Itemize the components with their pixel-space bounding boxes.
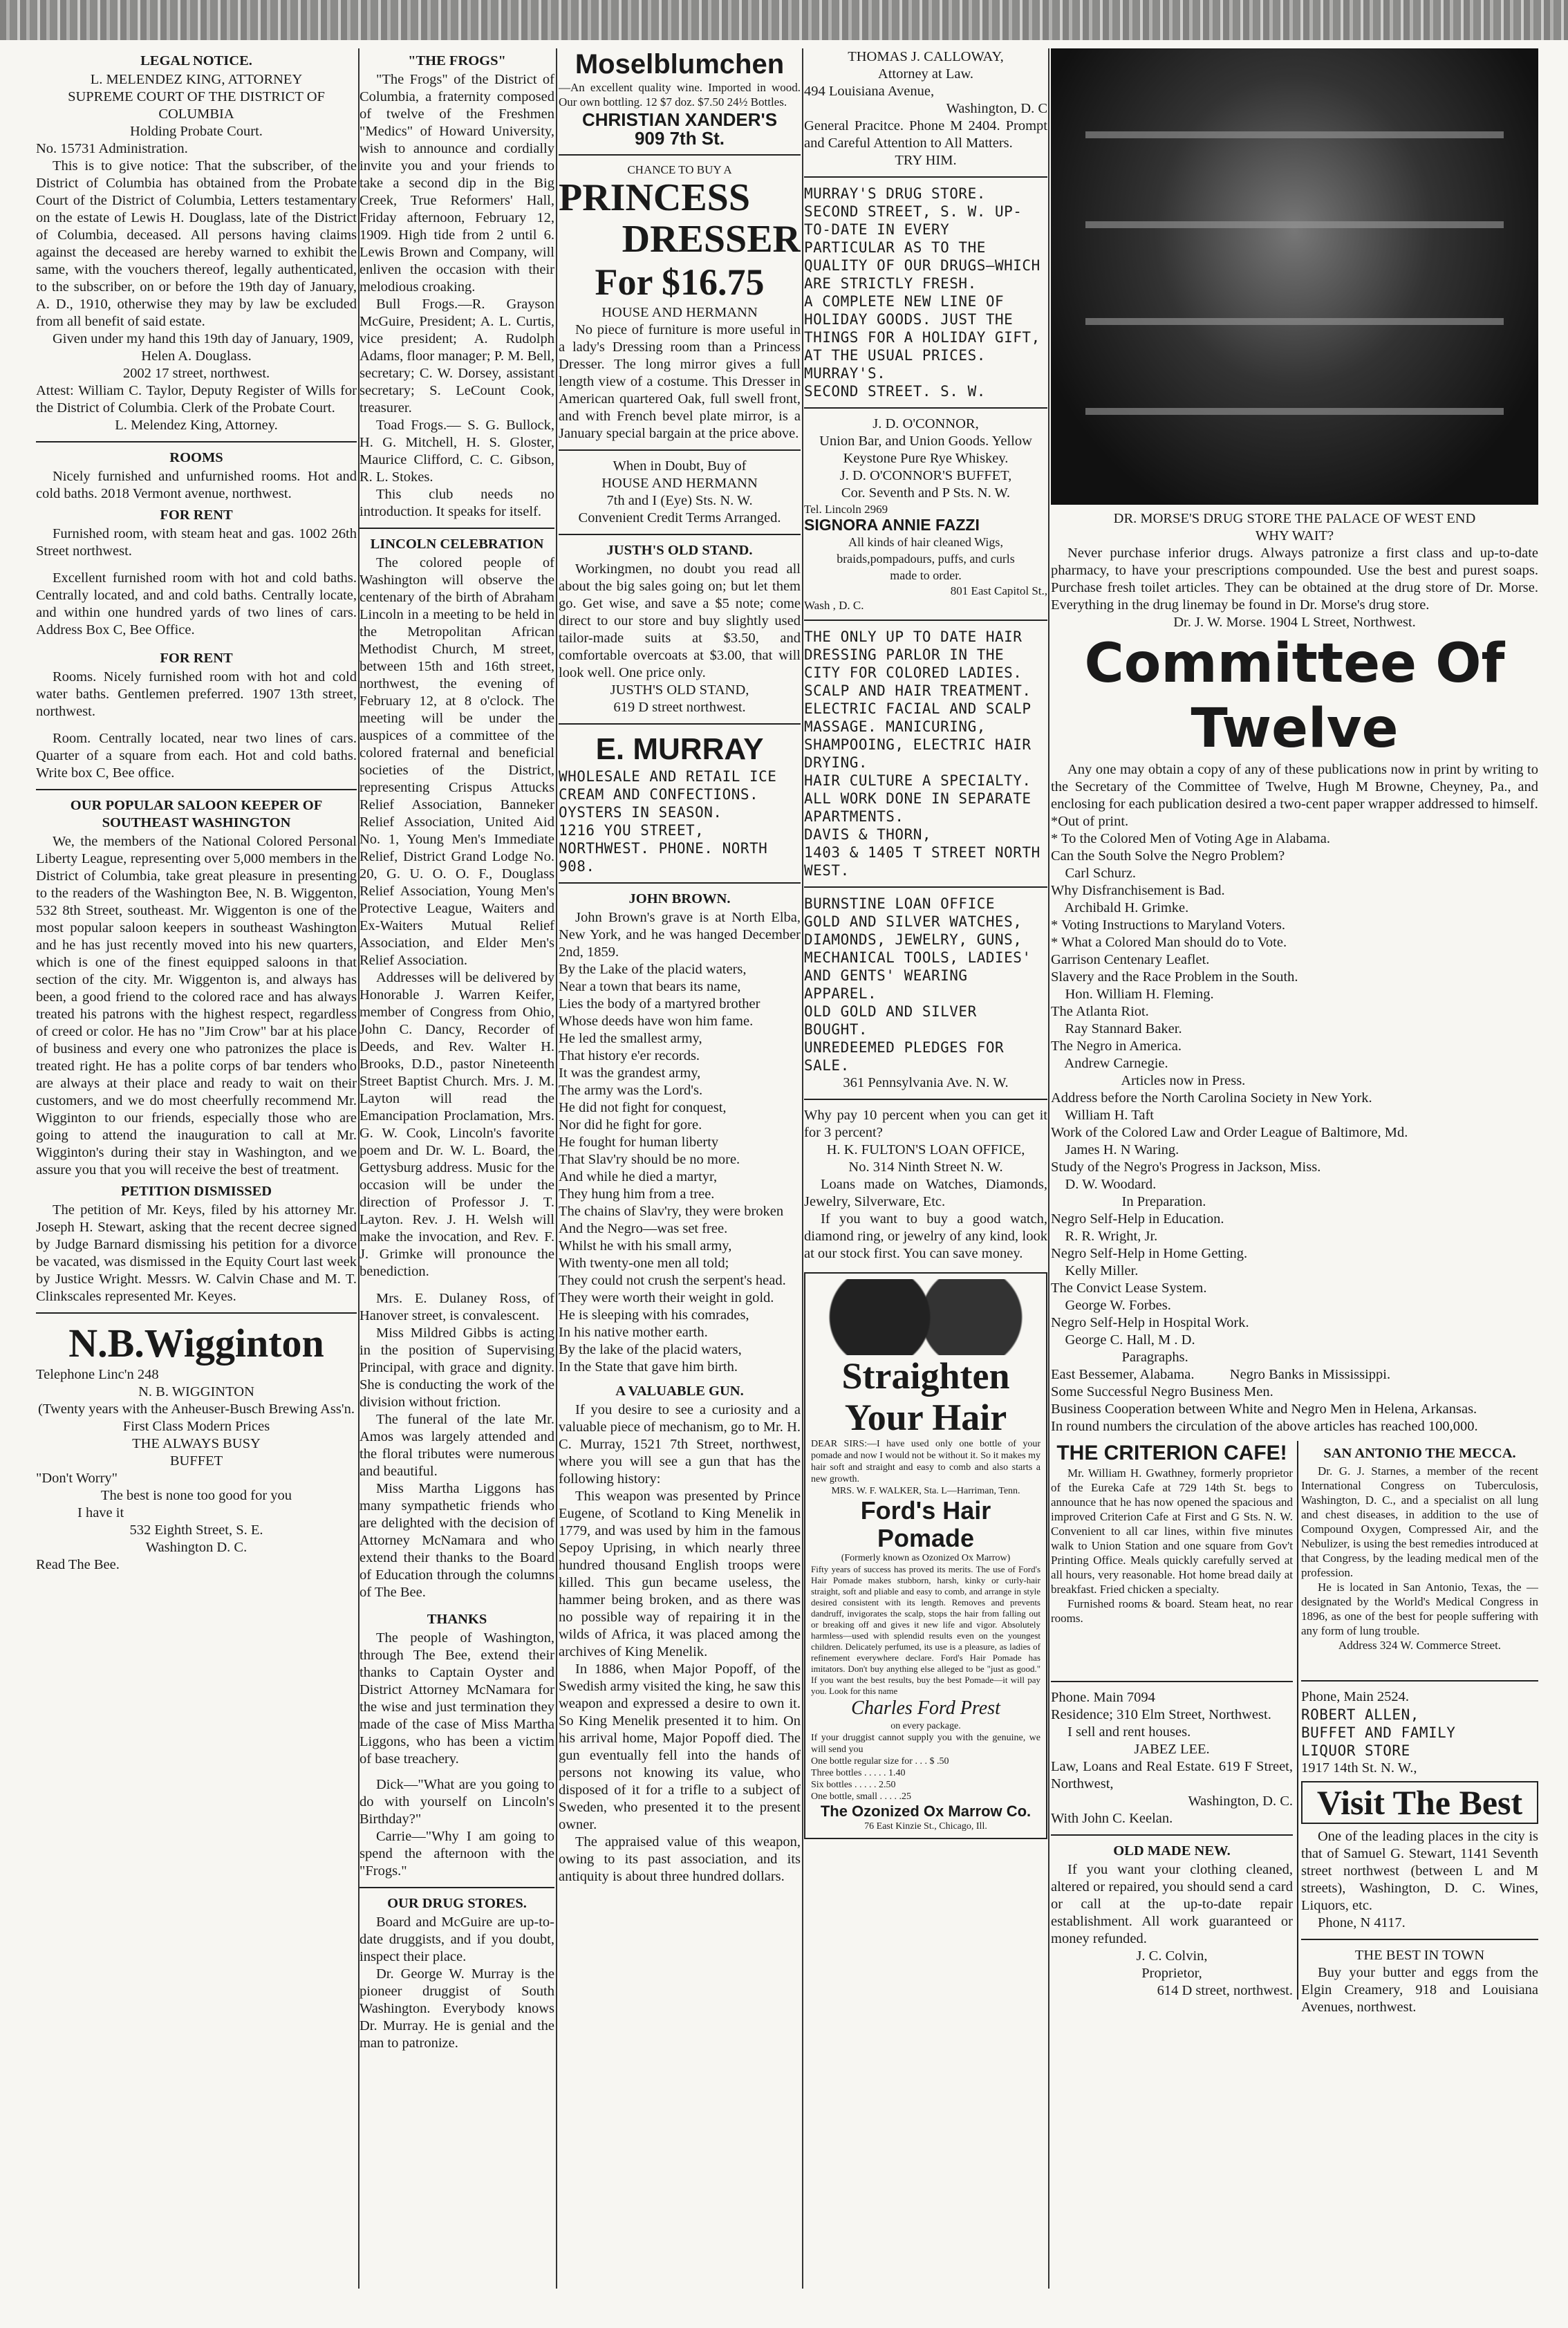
divider bbox=[804, 886, 1047, 888]
lee-residence: Residence; 310 Elm Street, Northwest. bbox=[1051, 1707, 1271, 1722]
doubt-line: HOUSE AND HERMANN bbox=[601, 476, 758, 491]
for-rent-body: Excellent furnished room with hot and cold baths. Centrally located, and and cold baths. Centrally locate, and within one hundred yards of two lines of cars. Address Box C, Bee Office. bbox=[36, 570, 357, 637]
publication-item: Paragraphs. bbox=[1051, 1350, 1188, 1365]
store-name: HOUSE AND HERMANN bbox=[601, 305, 758, 320]
fazzi-address: 801 East Capitol St., bbox=[950, 584, 1047, 597]
for-rent-body: Rooms. Nicely furnished room with hot and cold water baths. Gentlemen preferred. 1907 13th street, northwest. bbox=[36, 669, 357, 719]
best-body: Buy your butter and eggs from the Elgin Creamery, 918 and Louisiana Avenues, northwest. bbox=[1301, 1965, 1538, 2015]
drug-store-photo bbox=[1051, 48, 1538, 505]
poem-line: With twenty-one men all told; bbox=[559, 1256, 729, 1271]
hair-illustration bbox=[811, 1279, 1040, 1355]
mecca-body: Dr. G. J. Starnes, a member of the recent International Congress on Tuberculosis, Washington, D. C., and a specialist on all lung and chest diseases, in addition to the use of Compound Oxygen, Compressed Air, and the Nebulizer, is using the best remedies introduced at that Congress, by the leading medical men of the profession. bbox=[1301, 1464, 1538, 1579]
fulton-address: No. 314 Ninth Street N. W. bbox=[848, 1160, 1003, 1175]
gun-body: If you desire to see a curiosity and a valuable piece of mechanism, go to Mr. H. C. Murray, 1521 7th Street, northwest, where you will see a gun that has the following history: bbox=[559, 1402, 801, 1487]
princess-body: No piece of furniture is more useful in a lady's Dressing room than a Princess Dresser. The long mirror gives a full length view of a costume. This Dresser in American quartered Oak, full swell front, and with French bevel plate mirror, is a January special bargain at the price above. bbox=[559, 322, 801, 441]
mecca-body: He is located in San Antonio, Texas, the — designated by the World's Medical Congress in 1896, as one of the best for people suffering with any form of lung trouble. bbox=[1301, 1581, 1538, 1637]
hair-prices bbox=[811, 1756, 1040, 1803]
publication-item: Archibald H. Grimke. bbox=[1051, 900, 1189, 915]
publication-item: East Bessemer, Alabama. Negro Banks in Mississippi. bbox=[1051, 1367, 1391, 1382]
frogs-title: "THE FROGS" bbox=[408, 53, 506, 68]
hair-testimonial: DEAR SIRS:—I have used only one bottle of your pomade and now I would not be without it. So it makes my hair soft and straight and easy to comb and also starts a new growth. bbox=[811, 1439, 1040, 1484]
divider bbox=[360, 1887, 554, 1888]
personal-item: Mrs. E. Dulaney Ross, of Hanover street, is convalescent. bbox=[360, 1291, 554, 1323]
thanks-dialogue: Dick—"What are you going to do with yourself on Lincoln's Birthday?" bbox=[360, 1777, 554, 1827]
murrays-body: SECOND STREET, S. W. UP-TO-DATE IN EVERY PARTICULAR AS TO THE QUALITY OF OUR DRUGS—WHICH ARE STRICTLY FRESH. bbox=[804, 203, 1040, 292]
poem-line: He is sleeping with his comrades, bbox=[559, 1307, 749, 1323]
price-line: Six bottles . . . . . 2.50 bbox=[811, 1780, 896, 1790]
price-line: One bottle, small . . . . .25 bbox=[811, 1791, 912, 1802]
calloway-line: 494 Louisiana Avenue, bbox=[804, 84, 935, 99]
hair-formerly: (Formerly known as Ozonized Ox Marrow) bbox=[841, 1553, 1011, 1563]
publication-item: Garrison Centenary Leaflet. bbox=[1051, 952, 1210, 967]
criterion-body: Mr. William H. Gwathney, formerly proprietor of the Eureka Cafe at 729 14th St. begs to announce that he has now opened the spacious and improved Criterion Cafe at First and G Sts. N. W. Convenient to all car lines, within five minutes walk to Union Station and one square from Gov't Printing Office. Meals quickly carefully served at all hours, very reasonable. Hot home bread daily at breakfast. Fried chicken a specialty. bbox=[1051, 1466, 1293, 1596]
gun-title: A VALUABLE GUN. bbox=[615, 1384, 744, 1399]
lee-city: Washington, D. C. bbox=[1188, 1794, 1293, 1809]
petition-title: PETITION DISMISSED bbox=[120, 1184, 272, 1199]
committee-title: Committee Of Twelve bbox=[1084, 633, 1505, 760]
wigginton-line: BUFFET bbox=[169, 1453, 223, 1469]
divider bbox=[360, 528, 554, 529]
committee-intro: Any one may obtain a copy of any of these publications now in print by writing to the Secretary of the Committee of Twelve, Hugh M Browne, Cheyney, Pa., and enclosing for each publication desired a two-cent paper wrapper addressed to himself. bbox=[1051, 762, 1538, 812]
petition-body: The petition of Mr. Keys, filed by his attorney Mr. Joseph H. Stewart, asking that the recent decree signed by Judge Barnard dismissing his petition for a divorce be vacated, was dismissed in the Equity Court last week by Justice Wright. Messrs. W. Calvin Chase and M. T. Clinkscales represented Mr. Keyes. bbox=[36, 1202, 357, 1304]
divider bbox=[559, 882, 801, 884]
allen-name: ROBERT ALLEN, bbox=[1301, 1706, 1419, 1723]
lee-name: JABEZ LEE. bbox=[1134, 1742, 1210, 1757]
allen-address: 1917 14th St. N. W., bbox=[1301, 1760, 1417, 1776]
wigginton-line: (Twenty years with the Anheuser-Busch Brewing Ass'n. bbox=[38, 1402, 355, 1417]
wigginton-line: The best is none too good for you bbox=[100, 1488, 292, 1503]
calloway-line: Washington, D. C bbox=[946, 101, 1047, 116]
frogs-toad: Toad Frogs.— S. G. Bullock, H. G. Mitchell, H. S. Gloster, Maurice Clifford, C. C. Gibson, R. L. Stokes. bbox=[360, 418, 554, 485]
poem-line: He led the smallest army, bbox=[559, 1031, 702, 1046]
hair-headline: Your Hair bbox=[844, 1397, 1007, 1438]
parlor-body: THE ONLY UP TO DATE HAIR DRESSING PARLOR IN THE CITY FOR COLORED LADIES. SCALP AND HAIR TREATMENT. ELECTRIC FACIAL AND SCALP MASSAGE. MANICURING, SHAMPOOING, ELECTRIC HAIR DRYING. bbox=[804, 628, 1032, 771]
oldmade-title: OLD MADE NEW. bbox=[1113, 1843, 1231, 1859]
publication-item: *Out of print. bbox=[1051, 814, 1129, 829]
drug-body: Board and McGuire are up-to-date druggists, and if you doubt, inspect their place. bbox=[360, 1915, 554, 1964]
legal-attorney: L. Melendez King, Attorney. bbox=[115, 418, 278, 433]
gun-body: In 1886, when Major Popoff, of the Swedish army visited the king, he saw this weapon and expressed a desire to own it. So King Menelik presented it to him. On his arrival home, Major Popoff died. The gun eventually fell into the hands of persons not knowing its value, who disposed of it for a trifle to a subject of Sweden, who presented it to the present owner. bbox=[559, 1661, 801, 1832]
murrays-sig: SECOND STREET. S. W. bbox=[804, 383, 986, 400]
drug-body: Dr. George W. Murray is the pioneer druggist of South Washington. Everybody knows Dr. Murray. He is genial and the man to patronize. bbox=[360, 1966, 554, 2051]
brown-poem bbox=[559, 961, 801, 1376]
publication-item: D. W. Woodard. bbox=[1051, 1177, 1157, 1192]
column-rule bbox=[556, 48, 557, 2289]
column-rule bbox=[1048, 48, 1049, 2289]
hair-price-intro: If your druggist cannot supply you with the genuine, we will send you bbox=[811, 1733, 1040, 1755]
murray-title: E. MURRAY bbox=[595, 732, 764, 766]
lower-ads bbox=[1051, 1441, 1538, 2015]
princess-word: PRINCESS bbox=[559, 176, 750, 219]
divider bbox=[1301, 1680, 1538, 1682]
divider bbox=[36, 789, 357, 790]
hair-pomade-ad bbox=[804, 1272, 1047, 1839]
morse-title: DR. MORSE'S DRUG STORE THE PALACE OF WEST END bbox=[1113, 511, 1476, 526]
lincoln-body: The colored people of Washington will observe the centenary of the birth of Abraham Lincoln in a meeting to be held in the Metropolitan African Methodist Church, M street, between 15th and 16th street, northwest, the evening of February 12, at 8 o'clock. The meeting will be under the auspices of a committee of the colored fraternal and beneficial societies of the District, representing Crispus Attucks Relief Association, Banneker Relief Association, United Aid No. 1, Young Men's Immediate Relief, District Grand Lodge No. 20, G. U. O. O. F., Douglass Relief Association, Young Men's Protective League, Waiters and Ex-Waiters Mutual Relief Association, and Elder Men's Relief Association. bbox=[360, 555, 554, 968]
poem-line: By the Lake of the placid waters, bbox=[559, 962, 747, 977]
gun-body: This weapon was presented by Prince Eugene, of Scotland to King Menelik in 1779, and was used by him in the famous Sepoy Uprising, in which nearly three hundred thousand English troops were killed. This gun became useless, the hammer being broken, and as there was no possible way of repairing it in the wilds of Africa, it was placed among the archives of King Menelik. bbox=[559, 1489, 801, 1659]
visit-body: One of the leading places in the city is that of Samuel G. Stewart, 1141 Seventh street northwest (between L and M streets), Washington, D. C. Wines, Liquors, etc. bbox=[1301, 1829, 1538, 1913]
fazzi-city: Wash , D. C. bbox=[804, 599, 864, 612]
legal-given: Given under my hand this 19th day of January, 1909, bbox=[53, 331, 354, 346]
divider bbox=[559, 723, 801, 725]
publication-item: Articles now in Press. bbox=[1051, 1073, 1246, 1088]
legal-body: This is to give notice: That the subscriber, of the District of Columbia has obtained from the Probate Court of the District of Columbia, Letters testamentary on the estate of Lewis H. Douglass, late of the District of Columbia, deceased. All persons having claims against the deceased are hereby warned to exhibit the same, with the vouchers thereof, legally authenticated, to the subscriber, on or before the 19th day of January, A. D., 1910, otherwise they may by law be excluded from all benefit of said estate. bbox=[36, 158, 357, 329]
column-2 bbox=[360, 48, 554, 2289]
poem-line: The army was the Lord's. bbox=[559, 1083, 703, 1098]
fulton-body: Loans made on Watches, Diamonds, Jewelry, Silverware, Etc. bbox=[804, 1177, 1047, 1209]
divider bbox=[1051, 1834, 1293, 1836]
doubt-line: 7th and I (Eye) Sts. N. W. bbox=[606, 493, 753, 508]
poem-line: And while he died a martyr, bbox=[559, 1169, 718, 1184]
mecca-address: Address 324 W. Commerce Street. bbox=[1338, 1639, 1502, 1652]
fulton-body: If you want to buy a good watch, diamond ring, or jewelry of any kind, look at our stock first. You can save money. bbox=[804, 1211, 1047, 1261]
murrays-body: A COMPLETE NEW LINE OF HOLIDAY GOODS. JUST THE THINGS FOR A HOLIDAY GIFT, AT THE USUAL PRICES. bbox=[804, 293, 1040, 364]
hair-company: The Ozonized Ox Marrow Co. bbox=[820, 1803, 1032, 1820]
divider bbox=[36, 441, 357, 443]
column-4 bbox=[804, 48, 1047, 2289]
lincoln-body: Addresses will be delivered by Honorable J. Warren Keifer, member of Congress from Ohio, John C. Dancy, Recorder of Deeds, and Rev. Walter H. Brooks, D.D., pastor Nineteenth Street Baptist Church. Mrs. J. M. Layton will read the Emancipation Proclamation, Mrs. G. W. Cook, Lincoln's favorite poem and Dr. W. L. Board, the Gettysburg address. Music for the occasion will be under the direction of Professor J. T. Layton. Rev. J. H. Welsh will make the invocation, and Rev. F. J. Grimke will pronounce the benediction. bbox=[360, 970, 554, 1279]
poem-line: In the State that gave him birth. bbox=[559, 1359, 738, 1375]
justh-sig: JUSTH'S OLD STAND, bbox=[610, 682, 749, 698]
wigginton-line: N. B. WIGGINTON bbox=[138, 1384, 254, 1399]
publication-item: The Atlanta Riot. bbox=[1051, 1004, 1149, 1019]
mecca-title: SAN ANTONIO THE MECCA. bbox=[1323, 1446, 1516, 1461]
poem-line: In his native mother earth. bbox=[559, 1325, 708, 1340]
justh-address: 619 D street northwest. bbox=[613, 700, 746, 715]
poem-line: It was the grandest army, bbox=[559, 1065, 701, 1081]
hair-signature: Charles Ford Prest bbox=[851, 1697, 1000, 1719]
divider bbox=[559, 154, 801, 156]
legal-name: Helen A. Douglass. bbox=[141, 348, 252, 364]
publication-item: William H. Taft bbox=[1051, 1108, 1155, 1123]
masthead-rule bbox=[0, 0, 1568, 40]
dresser-word: DRESSER bbox=[622, 218, 801, 261]
parlor-sig: DAVIS & THORN, bbox=[804, 826, 932, 843]
publication-item: The Convict Lease System. bbox=[1051, 1281, 1207, 1296]
legal-attest: Attest: William C. Taylor, Deputy Register of Wills for the District of Columbia. Clerk of the Probate Court. bbox=[36, 383, 357, 416]
poem-line: Nor did he fight for gore. bbox=[559, 1117, 702, 1133]
fazzi-name: SIGNORA ANNIE FAZZI bbox=[804, 516, 980, 534]
loan-title: BURNSTINE LOAN OFFICE bbox=[804, 895, 996, 912]
for-rent-title: FOR RENT bbox=[160, 507, 233, 523]
personal-item: Miss Mildred Gibbs is acting in the position of Supervising Principal, with grace and dignity. She is conducting the work of the division without friction. bbox=[360, 1325, 554, 1410]
hair-body: Fifty years of success has proved its merits. The use of Ford's Hair Pomade makes stubborn, harsh, kinky or curly-hair straight, soft and pliable and easy to comb, and arrange in style desired consistent with its length. Removes and prevents dandruff, invigorates the scalp, stops the hair from falling out or breaking off and gives it new life and vigor. Absolutely harmless—used with splendid results even on the youngest children. Delicately perfumed, its use is a pleasure, as ladies of refinement everywhere declare. Ford's Hair Pomade has imitators. Don't buy anything else alleged to be "just as good." If you want the best results, buy the best Pomade—it will pay you. Look for this name bbox=[811, 1564, 1040, 1696]
oldmade-name: J. C. Colvin, bbox=[1136, 1948, 1208, 1964]
mosel-title: Moselblumchen bbox=[575, 49, 785, 80]
oconnor-body: Union Bar, and Union Goods. Yellow Keystone Pure Rye Whiskey. bbox=[819, 434, 1032, 466]
mosel-line: —An excellent quality wine. Imported in wood. Our own bottling. 12 $7 doz. $7.50 24½ Bottles. bbox=[559, 81, 801, 109]
wigginton-name: N.B.Wigginton bbox=[68, 1321, 324, 1366]
publication-item: Hon. William H. Fleming. bbox=[1051, 987, 1214, 1002]
brown-intro: John Brown's grave is at North Elba, New York, and he was hanged December 2nd, 1859. bbox=[559, 910, 801, 960]
lee-body: I sell and rent houses. bbox=[1067, 1724, 1191, 1740]
publication-item: Study of the Negro's Progress in Jackson, Miss. bbox=[1051, 1160, 1321, 1175]
poem-line: He did not fight for conquest, bbox=[559, 1100, 727, 1115]
attorney-line: L. MELENDEZ KING, ATTORNEY bbox=[90, 72, 303, 87]
oldmade-role: Proprietor, bbox=[1141, 1966, 1202, 1981]
poem-line: That Slav'ry should be no more. bbox=[559, 1152, 740, 1167]
frogs-bull: Bull Frogs.—R. Grayson McGuire, President; A. L. Curtis, vice president; A. Rudolph Adams, floor manager; P. M. Bell, secretary; C. W. Dorsey, assistant secretary; S. LeCount Cook, treasurer. bbox=[360, 297, 554, 416]
criterion-ad bbox=[1051, 1441, 1298, 2000]
frogs-body: "The Frogs" of the District of Columbia, a fraternity composed of twelve of the Freshmen "Medics" of Howard University, wish to announce and cordially invite you and your friends to take a second dip in the Big Creek, True Reformers' Hall, Friday afternoon, February 12, 1909. High tide from 2 until 6. Lewis Brown and Company, will enliven the occasion with their melodious croaking. bbox=[360, 72, 554, 295]
lee-phone: Phone. Main 7094 bbox=[1051, 1690, 1155, 1705]
poem-line: They were worth their weight in gold. bbox=[559, 1290, 774, 1305]
poem-line: Lies the body of a martyred brother bbox=[559, 996, 760, 1012]
divider bbox=[804, 407, 1047, 409]
personal-item: Miss Martha Liggons has many sympathetic friends who are delighted with the decision of Attorney McNamara and who extend their thanks to the Board of Education through the columns of The Bee. bbox=[360, 1481, 554, 1600]
column-3 bbox=[559, 48, 801, 2289]
price-line: One bottle regular size for . . . $ .50 bbox=[811, 1756, 949, 1767]
publication-item: * Voting Instructions to Maryland Voters. bbox=[1051, 918, 1286, 933]
doubt-line: When in Doubt, Buy of bbox=[613, 458, 747, 474]
column-1 bbox=[36, 48, 357, 2289]
personal-item: The funeral of the late Mr. Amos was largely attended and the floral tributes were numerous and beautiful. bbox=[360, 1412, 554, 1479]
publication-item: Andrew Carnegie. bbox=[1051, 1056, 1168, 1071]
allen-line: LIQUOR STORE bbox=[1301, 1742, 1410, 1759]
murrays-sig: MURRAY'S. bbox=[804, 365, 886, 382]
brand-name: Ford's Hair bbox=[860, 1496, 991, 1525]
loan-body: UNREDEEMED PLEDGES FOR SALE. bbox=[804, 1039, 1005, 1074]
poem-line: He fought for human liberty bbox=[559, 1135, 719, 1150]
rooms-title: ROOMS bbox=[169, 450, 223, 465]
publication-item: George W. Forbes. bbox=[1051, 1298, 1171, 1313]
gun-body: The appraised value of this weapon, owing to its past association, and its antiquity is about three hundred dollars. bbox=[559, 1834, 801, 1884]
poem-line: And the Negro—was set free. bbox=[559, 1221, 728, 1236]
column-5 bbox=[1051, 48, 1538, 2289]
murray-address: 1216 YOU STREET, NORTHWEST. PHONE. NORTH 908. bbox=[559, 822, 768, 875]
best-title: THE BEST IN TOWN bbox=[1354, 1948, 1485, 1963]
thanks-dialogue: Carrie—"Why I am going to spend the afternoon with the "Frogs." bbox=[360, 1829, 554, 1879]
calloway-name: THOMAS J. CALLOWAY, bbox=[848, 49, 1004, 64]
poem-line: They hung him from a tree. bbox=[559, 1186, 715, 1202]
court-line: SUPREME COURT OF THE DISTRICT OF COLUMBIA bbox=[68, 89, 325, 122]
publication-item: Business Cooperation between White and Negro Men in Helena, Arkansas. bbox=[1051, 1402, 1477, 1417]
morse-question: WHY WAIT? bbox=[1255, 528, 1334, 543]
wigginton-line: THE ALWAYS BUSY bbox=[132, 1436, 261, 1451]
poem-line: Whilst he with his small army, bbox=[559, 1238, 732, 1254]
justh-body: Workingmen, no doubt you read all about the big sales going on; but let them go. Get wise, and save a $5 note; come direct to our store and buy slightly used tailor-made suits at $3.50, and comfortable overcoats at $3.00, that will look well. One price only. bbox=[559, 561, 801, 680]
wigginton-line: Read The Bee. bbox=[36, 1557, 120, 1572]
fazzi-body: All kinds of hair cleaned Wigs, braids,pompadours, puffs, and curls made to order. bbox=[837, 535, 1015, 582]
visit-title: Visit The Best bbox=[1301, 1781, 1538, 1824]
publication-item: George C. Hall, M . D. bbox=[1051, 1332, 1195, 1348]
wigginton-line: I have it bbox=[77, 1505, 124, 1520]
oconnor-tel: Tel. Lincoln 2969 bbox=[804, 503, 888, 516]
wigginton-line: "Don't Worry" bbox=[36, 1471, 118, 1486]
loan-body: OLD GOLD AND SILVER BOUGHT. bbox=[804, 1003, 977, 1038]
divider bbox=[804, 620, 1047, 621]
publication-item: Slavery and the Race Problem in the South. bbox=[1051, 969, 1298, 985]
publication-item: In round numbers the circulation of the above articles has reached 100,000. bbox=[1051, 1419, 1478, 1434]
right-ads bbox=[1301, 1441, 1538, 2016]
parlor-body: HAIR CULTURE A SPECIALTY. ALL WORK DONE IN SEPARATE APARTMENTS. bbox=[804, 772, 1032, 825]
saloon-title: OUR POPULAR SALOON KEEPER OF SOUTHEAST WASHINGTON bbox=[70, 798, 323, 830]
hair-sig: MRS. W. F. WALKER, Sta. L—Harriman, Tenn. bbox=[831, 1486, 1020, 1496]
lincoln-title: LINCOLN CELEBRATION bbox=[370, 537, 544, 552]
brown-title: JOHN BROWN. bbox=[628, 891, 731, 906]
dresser-price: For $16.75 bbox=[595, 261, 765, 303]
publication-item: R. R. Wright, Jr. bbox=[1051, 1229, 1158, 1244]
case-number: No. 15731 Administration. bbox=[36, 141, 188, 156]
loan-address: 361 Pennsylvania Ave. N. W. bbox=[843, 1075, 1009, 1090]
divider bbox=[1051, 1681, 1293, 1682]
legal-address: 2002 17 street, northwest. bbox=[122, 366, 270, 381]
xander-address: 909 7th St. bbox=[634, 128, 725, 149]
publication-item: Why Disfranchisement is Bad. bbox=[1051, 883, 1225, 898]
wigginton-line: 532 Eighth Street, S. E. bbox=[129, 1522, 263, 1538]
divider bbox=[559, 449, 801, 451]
oldmade-address: 614 D street, northwest. bbox=[1157, 1983, 1293, 1998]
princess-top: CHANCE TO BUY A bbox=[627, 163, 732, 176]
justh-title: JUSTH'S OLD STAND. bbox=[606, 543, 753, 558]
divider bbox=[1301, 1939, 1538, 1940]
brand-name: Pomade bbox=[877, 1524, 975, 1552]
poem-line: The chains of Slav'ry, they were broken bbox=[559, 1204, 784, 1219]
publication-item: Negro Self-Help in Hospital Work. bbox=[1051, 1315, 1249, 1330]
publication-item: Negro Self-Help in Home Getting. bbox=[1051, 1246, 1248, 1261]
legal-notice-title: LEGAL NOTICE. bbox=[140, 53, 252, 68]
allen-line: BUFFET AND FAMILY bbox=[1301, 1724, 1456, 1741]
publication-item: In Preparation. bbox=[1051, 1194, 1206, 1209]
publication-item: Ray Stannard Baker. bbox=[1051, 1021, 1182, 1036]
divider bbox=[36, 1312, 357, 1314]
hair-headline: Straighten bbox=[841, 1355, 1010, 1397]
morse-body: Never purchase inferior drugs. Always patronize a first class and up-to-date pharmacy, to have your prescriptions compounded. Use the best and purest soaps. Purchase fresh toilet articles. They can be obtained at the drug store of Dr. Morse. Everything in the drug linemay be found in Dr. Morse's drug store. bbox=[1051, 546, 1538, 613]
publication-item: * What a Colored Man should do to Vote. bbox=[1051, 935, 1287, 950]
criterion-body: Furnished rooms & board. Steam heat, no rear rooms. bbox=[1051, 1597, 1293, 1625]
hair-every: on every package. bbox=[890, 1721, 961, 1731]
court-sub: Holding Probate Court. bbox=[130, 124, 263, 139]
parlor-address: 1403 & 1405 T STREET NORTH WEST. bbox=[804, 844, 1040, 879]
publication-item: Some Successful Negro Business Men. bbox=[1051, 1384, 1273, 1399]
murray-body: WHOLESALE AND RETAIL ICE CREAM AND CONFECTIONS. bbox=[559, 768, 777, 803]
rooms-body: Nicely furnished and unfurnished rooms. Hot and cold baths. 2018 Vermont avenue, northwest. bbox=[36, 469, 357, 501]
wigginton-tel: Telephone Linc'n 248 bbox=[36, 1367, 159, 1382]
poem-line: Whose deeds have won him fame. bbox=[559, 1014, 754, 1029]
for-rent-body: Furnished room, with steam heat and gas. 1002 26th Street northwest. bbox=[36, 526, 357, 559]
publication-item: Address before the North Carolina Society in New York. bbox=[1051, 1090, 1372, 1106]
thanks-body: The people of Washington, through The Bee, extend their thanks to Captain Oyster and District Attorney McNamara for the wise and just termination they made of the case of Miss Martha Liggons, who has been a victim of base treachery. bbox=[360, 1630, 554, 1767]
divider bbox=[804, 1099, 1047, 1100]
oldmade-body: If you want your clothing cleaned, altered or repaired, you should send a card or call at the up-to-date repair establishment. All work guaranteed or money refunded. bbox=[1051, 1862, 1293, 1946]
calloway-body: General Pracitce. Phone M 2404. Prompt and Careful Attention to All Matters. bbox=[804, 118, 1047, 151]
for-rent-title: FOR RENT bbox=[160, 651, 233, 666]
fulton-name: H. K. FULTON'S LOAN OFFICE, bbox=[826, 1142, 1025, 1157]
criterion-title: THE CRITERION CAFE! bbox=[1056, 1442, 1287, 1464]
fulton-question: Why pay 10 percent when you can get it for 3 percent? bbox=[804, 1108, 1047, 1140]
poem-line: By the lake of the placid waters, bbox=[559, 1342, 742, 1357]
publication-item: * To the Colored Men of Voting Age in Alabama. bbox=[1051, 831, 1330, 846]
calloway-try: TRY HIM. bbox=[895, 153, 957, 168]
poem-line: They could not crush the serpent's head. bbox=[559, 1273, 786, 1288]
lee-with: With John C. Keelan. bbox=[1051, 1811, 1173, 1826]
lee-body: Law, Loans and Real Estate. 619 F Street, Northwest, bbox=[1051, 1759, 1293, 1791]
publication-item: Work of the Colored Law and Order League of Baltimore, Md. bbox=[1051, 1125, 1408, 1140]
xander-name: CHRISTIAN XANDER'S bbox=[581, 109, 778, 130]
calloway-line: Attorney at Law. bbox=[877, 66, 974, 82]
drug-title: OUR DRUG STORES. bbox=[387, 1896, 527, 1911]
doubt-line: Convenient Credit Terms Arranged. bbox=[578, 510, 781, 525]
wigginton-line: First Class Modern Prices bbox=[122, 1419, 270, 1434]
oconnor-buffet: J. D. O'CONNOR'S BUFFET, bbox=[839, 468, 1012, 483]
murray-oysters: OYSTERS IN SEASON. bbox=[559, 804, 722, 821]
oconnor-name: J. D. O'CONNOR, bbox=[872, 416, 979, 431]
wigginton-line: Washington D. C. bbox=[145, 1540, 248, 1555]
for-rent-body: Room. Centrally located, near two lines of cars. Quarter of a square from each. Hot and cold baths. Write box C, Bee office. bbox=[36, 731, 357, 781]
publication-item: Kelly Miller. bbox=[1051, 1263, 1139, 1278]
thanks-title: THANKS bbox=[427, 1612, 487, 1627]
visit-phone: Phone, N 4117. bbox=[1318, 1915, 1406, 1930]
publication-item: Can the South Solve the Negro Problem? bbox=[1051, 848, 1285, 864]
frogs-end: This club needs no introduction. It speaks for itself. bbox=[360, 487, 554, 519]
loan-body: GOLD AND SILVER WATCHES, DIAMONDS, JEWELRY, GUNS, MECHANICAL TOOLS, LADIES' AND GENTS' WEARING APPAREL. bbox=[804, 913, 1032, 1002]
publication-item: Negro Self-Help in Education. bbox=[1051, 1211, 1224, 1227]
hair-city: 76 East Kinzie St., Chicago, Ill. bbox=[864, 1821, 987, 1832]
morse-sig: Dr. J. W. Morse. 1904 L Street, Northwest. bbox=[1173, 615, 1416, 630]
allen-phone: Phone, Main 2524. bbox=[1301, 1689, 1410, 1704]
saloon-body: We, the members of the National Colored Personal Liberty League, representing over 5,000 members in the District of Columbia, take great pleasure in presenting to the readers of the Washington Bee, N. B. Wiggenton, 532 8th Street, southeast. Mr. Wiggenton is one of the most popular saloon keepers in southeast Washington and he has just recently moved into his new quarters, which is one of the finest equipped saloons in that section of the city. Mr. Wiggenton is, and always has been, a good friend to the colored race and has always treated his patrons with the highest respect, regardless of creed or color. He has no "Jim Crow" bar at his place of business and every one who patronizes the place is treated right. He has a polite corps of bar tenders who are always at their place and ready to wait on their customers, and we do most cheerfully recommend Mr. Wigginton to our friends, especially those who are going to attend the inauguration to call at Mr. Wigginton's during their stay in Washington, and we assure you that you will receive the best of treatment. bbox=[36, 834, 357, 1177]
committee-list bbox=[1051, 813, 1538, 1435]
divider bbox=[804, 176, 1047, 178]
price-line: Three bottles . . . . . 1.40 bbox=[811, 1768, 906, 1778]
publication-item: The Negro in America. bbox=[1051, 1039, 1182, 1054]
publication-item: James H. N Waring. bbox=[1051, 1142, 1179, 1157]
oconnor-address: Cor. Seventh and P Sts. N. W. bbox=[841, 485, 1011, 501]
murrays-title: MURRAY'S DRUG STORE. bbox=[804, 185, 986, 202]
poem-line: Near a town that bears its name, bbox=[559, 979, 741, 994]
poem-line: That history e'er records. bbox=[559, 1048, 700, 1063]
column-rule bbox=[802, 48, 803, 2289]
publication-item: Carl Schurz. bbox=[1051, 866, 1136, 881]
divider bbox=[559, 534, 801, 535]
